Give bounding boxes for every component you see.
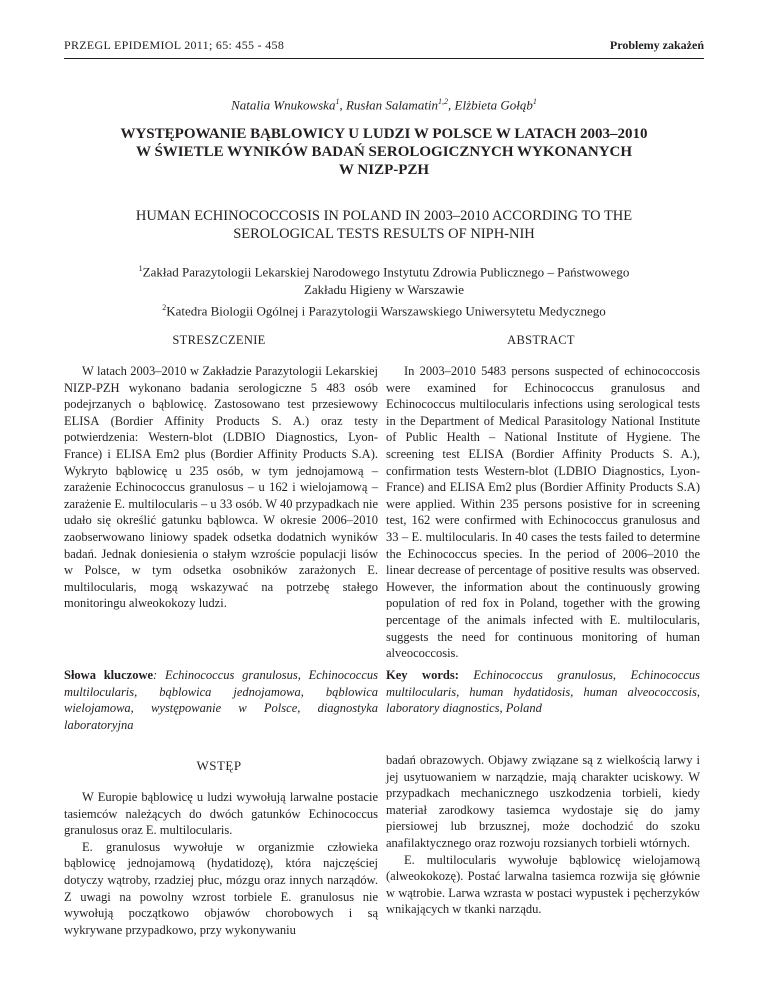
- title-english: HUMAN ECHINOCOCCOSIS IN POLAND IN 2003–2010 ACCORDING TO THE SEROLOGICAL TESTS RESULTS OF NIPH-NIH: [135, 208, 633, 242]
- paragraph: E. granulosus wywołuje w organizmie człowieka bąblowicę jednojamową (hydatidozę), która najczęściej dotyczy wątroby, rzadziej płuc, mózgu oraz innych narządów. Z uwagi na powolny wzrost torbiele E. granulosus nie wywołują początkowo objawów chorobowych i są wykrywane przypadkowo, przy wykonywaniu: [64, 839, 378, 937]
- intro-column-right: [386, 752, 700, 918]
- keywords-english: Key words: Echinococcus granulosus, Echinococcus multilocularis, human hydatidosis, human alveococcosis, laboratory diagnostics, Poland: [386, 668, 701, 716]
- streszczenie-body: W latach 2003–2010 w Zakładzie Parazytologii Lekarskiej NIZP-PZH wykonano badania serologiczne 5 483 osób podejrzanych o bąblowicę. Zastosowano test przesiewowy ELISA (Bordier Affinity Products S. A.) oraz testy potwierdzenia: Western-blot (LDBIO Diagnostics, Lyon-France) i ELISA Em2 plus (Bordier Affinity Products S.A). Wykryto bąblowicę u 235 osób, w tym jednojamową – zarażenie Echinococcus granulosus – u 162 i wielojamową – zarażenie E. multilocularis – u 33 osób. W 40 przypadkach nie udało się określić gatunku bąblowca. W okresie 2006–2010 zaobserwowano liniowy spadek odsetka dodatnich wyników badań. Jednak doniesienia o stałym wzroście populacji lisów w Polsce, w tym odsetka osobników zarażonych E. multilocularis, mogą wskazywać na potrzebę stałego monitoringu alweokokozy ludzi.: [64, 364, 378, 611]
- intro-column-left: [64, 789, 378, 938]
- journal-citation: PRZEGL EPIDEMIOL 2011; 65: 455 - 458: [64, 38, 285, 52]
- keywords-polish: Słowa kluczowe: Echinococcus granulosus, Echinococcus multilocularis, bąblowica jednojamowa, bąblowica wielojamowa, występowanie w Polsce, diagnostyka laboratoryjna: [64, 668, 378, 732]
- author-name: Rusłan Salamatin: [345, 97, 439, 113]
- abstract-body: In 2003–2010 5483 persons suspected of echinococcosis were examined for Echinococcus granulosus and Echinococcus multilocularis infections using serological tests in the Department of Medical Parasitology National Institute of Public Health – National Institute of Hygiene. The screening test ELISA (Bordier Affinity Products S. A.), confirmation tests Western-blot (LDBIO Diagnostics, Lyon-France) and ELISA Em2 plus (Bordier Affinity Products S.A) were applied. Within 235 persons posistive for in screening test, 162 were confirmed with Echinococcus granulosus and 33 – E. multilocularis. In 40 cases the tests failed to determine the Echinococcus species. In the period of 2006–2010 the linear decrease of percentage of positive results was observed. However, the information about the continuously growing population of red fox in Poland, together with the growing percentage of the animals infected with E. multilocularis, suggests the need for continuous monitoring of human alveococcosis.: [386, 364, 700, 661]
- title-polish: WYSTĘPOWANIE BĄBLOWICY U LUDZI W POLSCE W LATACH 2003–2010 W ŚWIETLE WYNIKÓW BADAŃ SEROLOGICZNYCH WYKONANYCH W NIZP-PZH: [120, 126, 648, 178]
- paragraph: badań obrazowych. Objawy związane są z wielkością larwy i jej usytuowaniem w narządzie, mają charakter uciskowy. W przypadkach mechanicznego uszkodzenia torbieli, kiedy materiał zarodkowy tasiemca wydostaje się do jamy piersiowej lub brzusznej, może dochodzić do szoku anafilaktycznego oraz rozwoju rozsianych torbieli wtórnych.: [386, 753, 700, 850]
- section-name: Problemy zakażeń: [609, 38, 704, 52]
- abstract-heading: ABSTRACT: [507, 333, 575, 347]
- author-name: Elżbieta Gołąb: [454, 97, 533, 113]
- author-list: Natalia Wnukowska$^1$, Rusłan Salamatin$^{1,2}$, Elżbieta Gołąb$^1$: [231, 97, 537, 113]
- paragraph: W Europie bąblowicę u ludzi wywołują larwalne postacie tasiemców należących do dwóch gatunków Echinococcus granulosus oraz E. multilocularis.: [64, 790, 378, 838]
- header-divider: [64, 58, 704, 59]
- intro-heading: WSTĘP: [196, 758, 242, 773]
- running-header: [64, 33, 704, 53]
- paragraph: E. multilocularis wywołuje bąblowicę wielojamową (alweokokozę). Postać larwalna tasiemca rozwija się głównie w wątrobie. Larwa wzrasta w postaci wypustek i pęcherzyków wnikających w tkanki narządu.: [386, 852, 700, 917]
- affiliations: $^1$Zakład Parazytologii Lekarskiej Narodowego Instytutu Zdrowia Publicznego – Państwowego Zakładu Higieny w Warszawie $^2$Katedra Biologii Ogólnej i Parazytologii Warszawskiego Uniwersytetu Medycznego: [138, 264, 630, 319]
- author-name: Natalia Wnukowska: [231, 97, 336, 113]
- streszczenie-heading: STRESZCZENIE: [172, 333, 266, 347]
